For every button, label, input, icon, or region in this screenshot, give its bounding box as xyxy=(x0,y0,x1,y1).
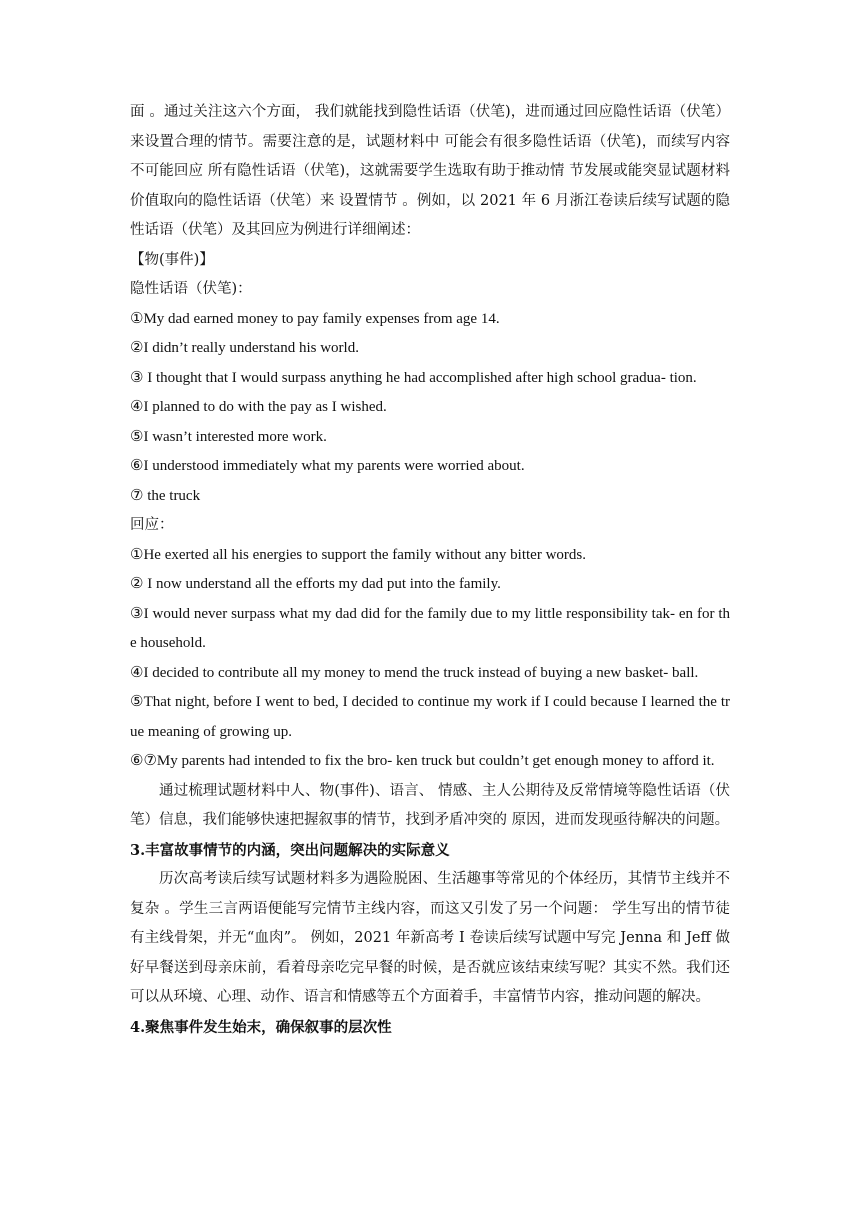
response-item-1: ①He exerted all his energies to support the family without any bitter words. xyxy=(130,546,586,563)
hint-item-3: ③ I thought that I would surpass anything he had accomplished after high school gradua- tion. xyxy=(130,369,697,386)
response-item-2: ② I now understand all the efforts my dad put into the family. xyxy=(130,576,501,592)
response-item-4: ④I decided to contribute all my money to mend the truck instead of buying a new basket- ball. xyxy=(130,664,699,681)
heading-section-3: 3.丰富故事情节的内涵，突出问题解决的实际意义 xyxy=(130,841,450,859)
response-item-6-7: ⑥⑦My parents had intended to fix the bro- ken truck but couldn’t get enough money to afford it. xyxy=(130,753,715,769)
label-response: 回应： xyxy=(130,517,174,533)
hint-item-1: ①My dad earned money to pay family expenses from age 14. xyxy=(130,310,500,327)
paragraph-intro: 面 。通过关注这六个方面， 我们就能找到隐性话语（伏笔)，进而通过回应隐性话语（伏笔）来设置合理的情节。需要注意的是，试题材料中 可能会有很多隐性话语（伏笔)，而续写内容不可能回应 所有隐性话语（伏笔)，这就需要学生选取有助于推动情 节发展或能突显试题材料价值取向的隐性话语（伏笔）来 设置情节 。例如，以 2021 年 6 月浙江卷读后续写试题的隐性话语（伏笔）及其回应为例进行详细阐述： xyxy=(130,104,730,238)
hint-item-7: ⑦ the truck xyxy=(130,487,201,504)
hint-item-5: ⑤I wasn’t interested more work. xyxy=(130,428,327,445)
hint-item-6: ⑥I understood immediately what my parents were worried about. xyxy=(130,458,525,474)
hint-item-4: ④I planned to do with the pay as I wished. xyxy=(130,399,387,415)
response-item-3: ③I would never surpass what my dad did for the family due to my little responsibility tak- en for the household. xyxy=(130,605,730,651)
section-label-objects-events: 【物(事件)】 xyxy=(130,251,214,268)
paragraph-summary: 通过梳理试题材料中人、物(事件)、语言、 情感、主人公期待及反常情境等隐性话语（伏笔）信息，我们能够快速把握叙事的情节，找到矛盾冲突的 原因，进而发现亟待解决的问题。 xyxy=(130,782,730,828)
heading-section-4: 4.聚焦事件发生始末，确保叙事的层次性 xyxy=(130,1018,392,1036)
document-page xyxy=(130,98,730,1042)
paragraph-section-3-body: 历次高考读后续写试题材料多为遇险脱困、生活趣事等常见的个体经历，其情节主线并不复杂 。学生三言两语便能写完情节主线内容，而这又引发了另一个问题： 学生写出的情节徒有主线骨架，并无“血肉”。 例如，2021 年新高考 I 卷读后续写试题中写完 Jenna 和 Jeff 做好早餐送到母亲床前，看着母亲吃完早餐的时候，是否就应该结束续写呢？其实不然。我们还可以从环境、心理、动作、语言和情感等五个方面着手，丰富情节内容，推动问题的解决。 xyxy=(130,871,730,1005)
label-hidden-discourse: 隐性话语（伏笔)： xyxy=(130,281,252,297)
response-item-5: ⑤That night, before I went to bed, I decided to continue my work if I could because I learned the true meaning of growing up. xyxy=(130,694,730,740)
hint-item-2: ②I didn’t really understand his world. xyxy=(130,340,359,356)
